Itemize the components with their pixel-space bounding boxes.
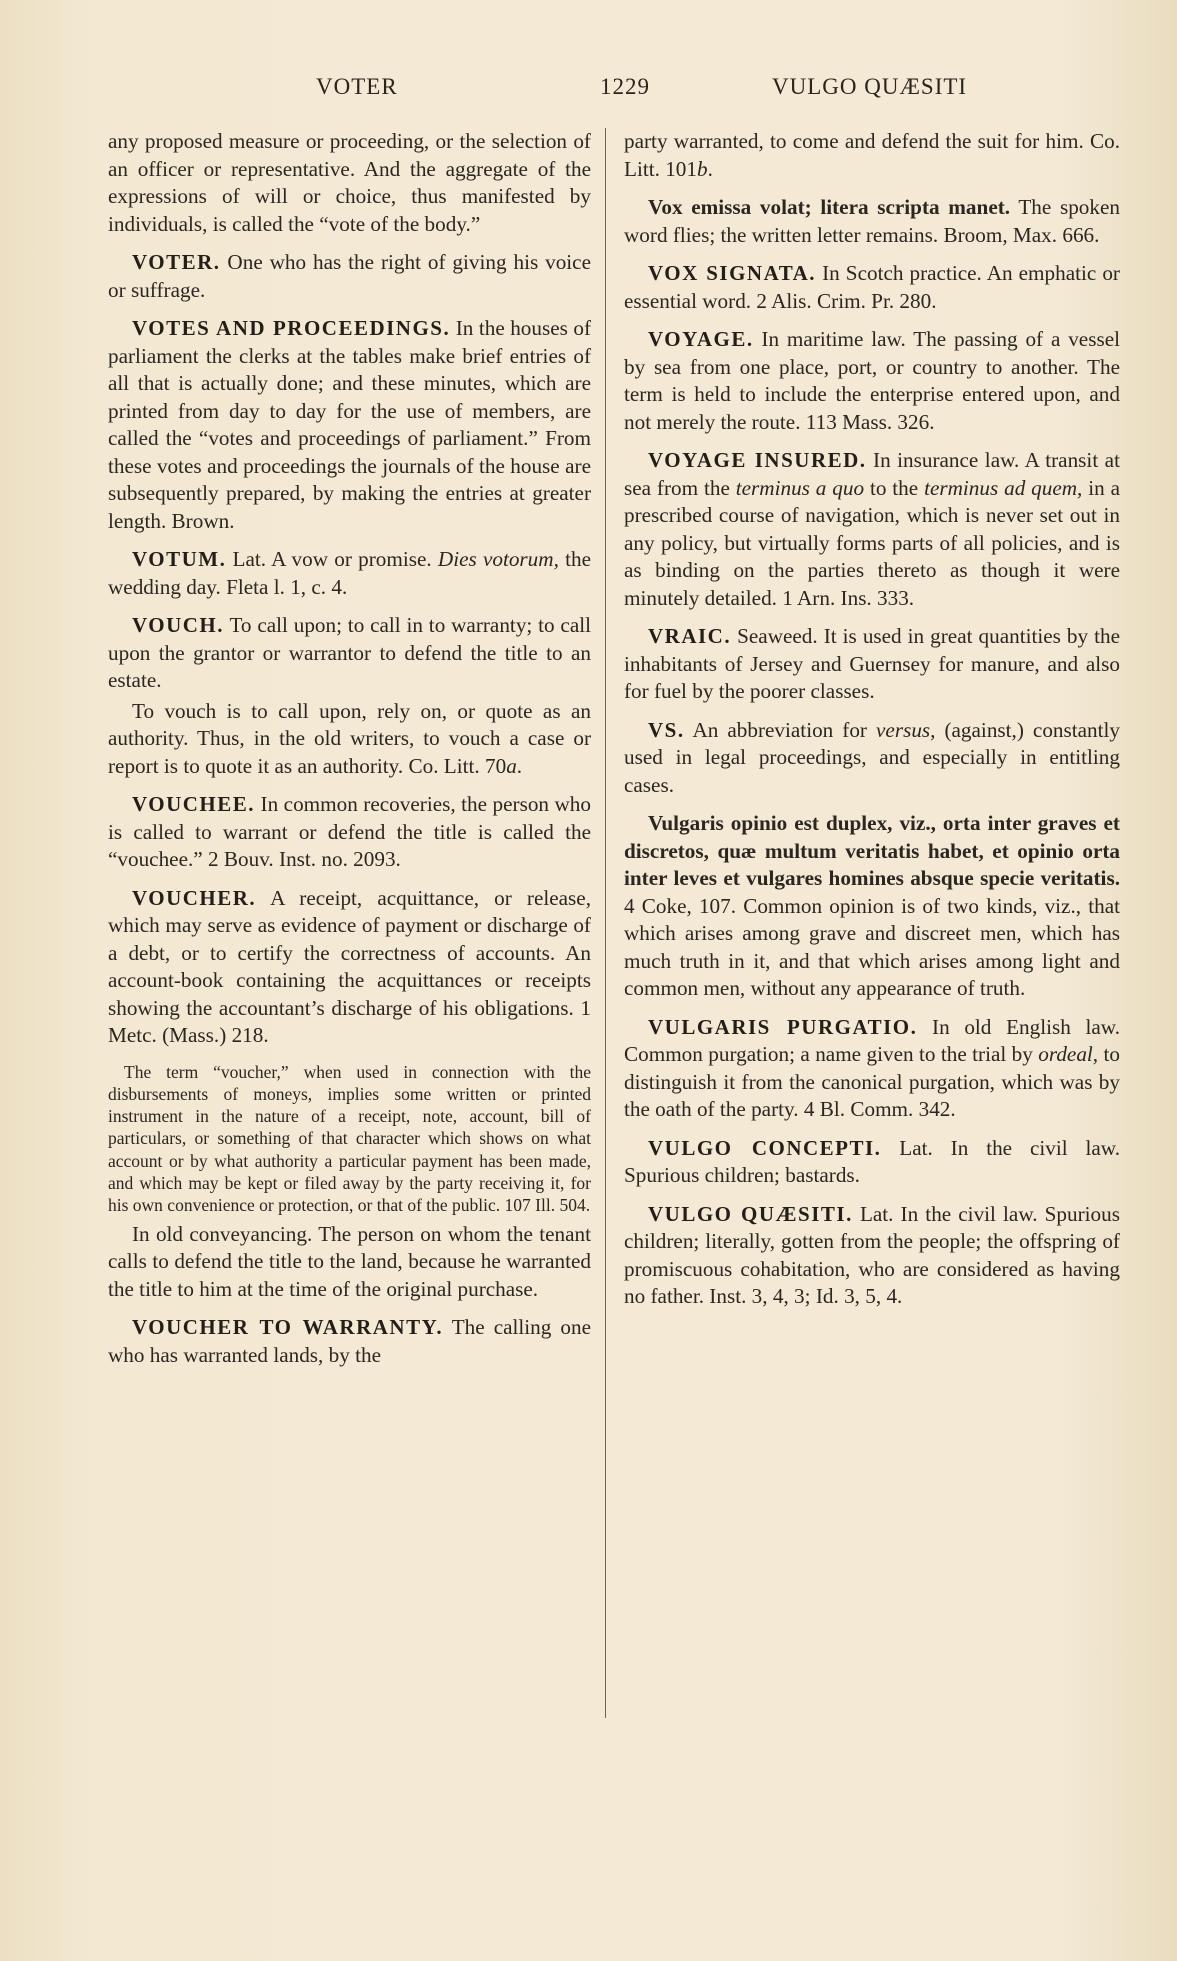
running-head-left: VOTER [316, 74, 398, 99]
definition: In old English law. Common purgation; a name given to the trial by [624, 1014, 1120, 1066]
headword: VOTER. [132, 250, 221, 274]
entry-voter [108, 249, 591, 304]
headword: VULGO CONCEPTI. [648, 1135, 882, 1160]
maxim: Vulgaris opinio est duplex, viz., orta inter graves et discretos, quæ multum veritatis habet, et opinio orta inter leves et vulgares homines absque specie veritatis. [624, 811, 1120, 890]
italic-term: versus, [876, 717, 936, 742]
entry-voucher [108, 885, 591, 1050]
definition: In the houses of parliament the clerks at the tables make brief entries of all that is actually done; and these minutes, which are printed from day to day for the use of members, are called the “votes and proceedings of parliament.” From these votes and proceedings the journals of the house are subsequently prepared, by making the entries at greater length. Brown. [108, 316, 592, 533]
running-head-right: VULGO QUÆSITI [772, 74, 968, 99]
entry-vouch [108, 612, 591, 695]
definition: One who has the right of giving his voice or suffrage. [108, 250, 591, 302]
definition-cont: in a prescribed course of navigation, which is never set out in any policy, but virtually forms parts of all policies, and is as binding on the parties thereto as though it were minutely detailed. 1 Arn. Ins. 333. [624, 475, 1120, 610]
entry-vulgaris-purgatio [624, 1014, 1120, 1124]
definition: To vouch is to call upon, rely on, or quote as an authority. Thus, in the old writers, to vouch a case or report is to quote it as an authority. Co. Litt. 70 [108, 698, 591, 778]
entry-vox-signata [624, 260, 1120, 315]
entry-voucher-to-warranty [108, 1314, 591, 1369]
definition-cont: . [707, 156, 713, 181]
entry-voyage [624, 326, 1120, 436]
italic-term: b [696, 156, 708, 181]
headword: VULGARIS PURGATIO. [648, 1014, 918, 1039]
entry-vulgo-concepti [624, 1135, 1120, 1190]
headword: VOTES AND PROCEEDINGS. [132, 316, 451, 340]
italic-term: terminus ad quem, [924, 475, 1083, 500]
italic-term: ordeal, [1038, 1042, 1099, 1066]
continued-paragraph [624, 128, 1120, 183]
definition: The calling one who has warranted lands, by the [108, 1315, 591, 1367]
headword: VOTUM. [132, 547, 227, 571]
headword: VOUCHER. [132, 885, 257, 910]
headword: VOYAGE. [648, 327, 754, 351]
definition: An abbreviation for [684, 717, 877, 742]
entry-voyage-insured [624, 447, 1120, 612]
definition: Lat. In the civil law. Spurious children; literally, gotten from the people; the offspring of promiscuous cohabitation, who are considered as having no father. Inst. 3, 4, 3; Id. 3, 5, 4. [624, 1201, 1120, 1308]
italic-term: a [506, 753, 517, 778]
definition: The spoken word flies; the written letter remains. Broom, Max. 666. [624, 195, 1120, 247]
definition: To call upon; to call in to warranty; to call upon the grantor or warrantor to defend the title to an estate. [108, 613, 591, 692]
definition: 4 Coke, 107. Common opinion is of two kinds, viz., that which arises among grave and discreet men, which has much truth in it, and that which arises among light and common men, without any appearance of truth. [624, 893, 1120, 1000]
right-column [624, 128, 1120, 1322]
definition: In Scotch practice. An emphatic or essential word. 2 Alis. Crim. Pr. 280. [624, 261, 1120, 313]
column-divider [605, 128, 606, 1718]
voucher-conveyancing: In old conveyancing. The person on whom the tenant calls to defend the title to the land, because he warranted the title to him at the time of the original purchase. [108, 1221, 591, 1301]
left-column [108, 128, 591, 1380]
entry-vox-emissa [624, 194, 1120, 249]
definition-cont: (against,) constantly used in legal proceedings, and especially in entitling cases. [624, 717, 1120, 797]
definition-cont: . [516, 753, 523, 778]
definition: In common recoveries, the person who is called to warrant or defend the title is called the “vouchee.” 2 Bouv. Inst. no. 2093. [108, 792, 591, 871]
entry-vs [624, 717, 1120, 800]
definition-cont: to the [864, 475, 925, 500]
definition: In maritime law. The passing of a vessel by sea from one place, port, or country to another. The term is held to include the enterprise entered upon, and not merely the route. 113 Mass. 326. [624, 327, 1120, 434]
italic-term: terminus a quo [735, 475, 865, 500]
entry-vraic [624, 623, 1120, 706]
definition: A receipt, acquittance, or release, which may serve as evidence of payment or discharge of a debt, or to certify the correctness of accounts. An account-book containing the acquittances or receipts showing the accountant’s discharge of his obligations. 1 Metc. (Mass.) 218. [108, 885, 591, 1047]
entry-vulgaris-opinio [624, 810, 1120, 1003]
headword: VOUCHER TO WARRANTY. [132, 1315, 444, 1340]
definition-cont: to distinguish it from the canonical purgation, which was by the oath of the party. 4 Bl. Comm. 342. [624, 1042, 1120, 1121]
entry-vouch-continued [108, 698, 591, 781]
definition-cont: the wedding day. Fleta l. 1, c. 4. [108, 547, 591, 599]
definition: Lat. A vow or promise. [226, 547, 438, 571]
headword: VOX SIGNATA. [648, 261, 817, 285]
italic-term: Dies votorum, [437, 547, 559, 571]
voucher-note: The term “voucher,” when used in connection with the disbursements of moneys, implies some written or printed instrument in the nature of a receipt, note, account, bill of particulars, or something of that character which shows on what account or by what authority a particular payment has been made, and which may be kept or filed away by the party receiving it, for his own convenience or protection, or that of the public. 107 Ill. 504. [108, 1061, 591, 1216]
headword: VOUCHEE. [132, 792, 256, 816]
definition: Lat. In the civil law. Spurious children; bastards. [624, 1135, 1120, 1187]
maxim: Vox emissa volat; litera scripta manet. [648, 195, 1011, 219]
headword: VULGO QUÆSITI. [648, 1201, 853, 1226]
continued-paragraph: any proposed measure or proceeding, or the selection of an officer or representative. And the aggregate of the expressions of will or choice, thus manifested by individuals, is called the “vote of the body.” [108, 129, 591, 236]
entry-votes-and-proceedings [108, 315, 591, 535]
definition: In insurance law. A transit at sea from the [624, 448, 1120, 500]
headword: VS. [648, 717, 685, 742]
entry-votum [108, 546, 591, 601]
definition: Seaweed. It is used in great quantities by the inhabitants of Jersey and Guernsey for manure, and also for fuel by the poorer classes. [624, 624, 1120, 703]
entry-vouchee [108, 791, 591, 874]
page-number: 1229 [600, 74, 650, 99]
entry-vulgo-quaesiti [624, 1201, 1120, 1311]
definition: party warranted, to come and defend the suit for him. Co. Litt. 101 [624, 129, 1120, 181]
headword: VRAIC. [648, 624, 732, 648]
headword: VOUCH. [132, 613, 224, 637]
headword: VOYAGE INSURED. [648, 448, 867, 472]
